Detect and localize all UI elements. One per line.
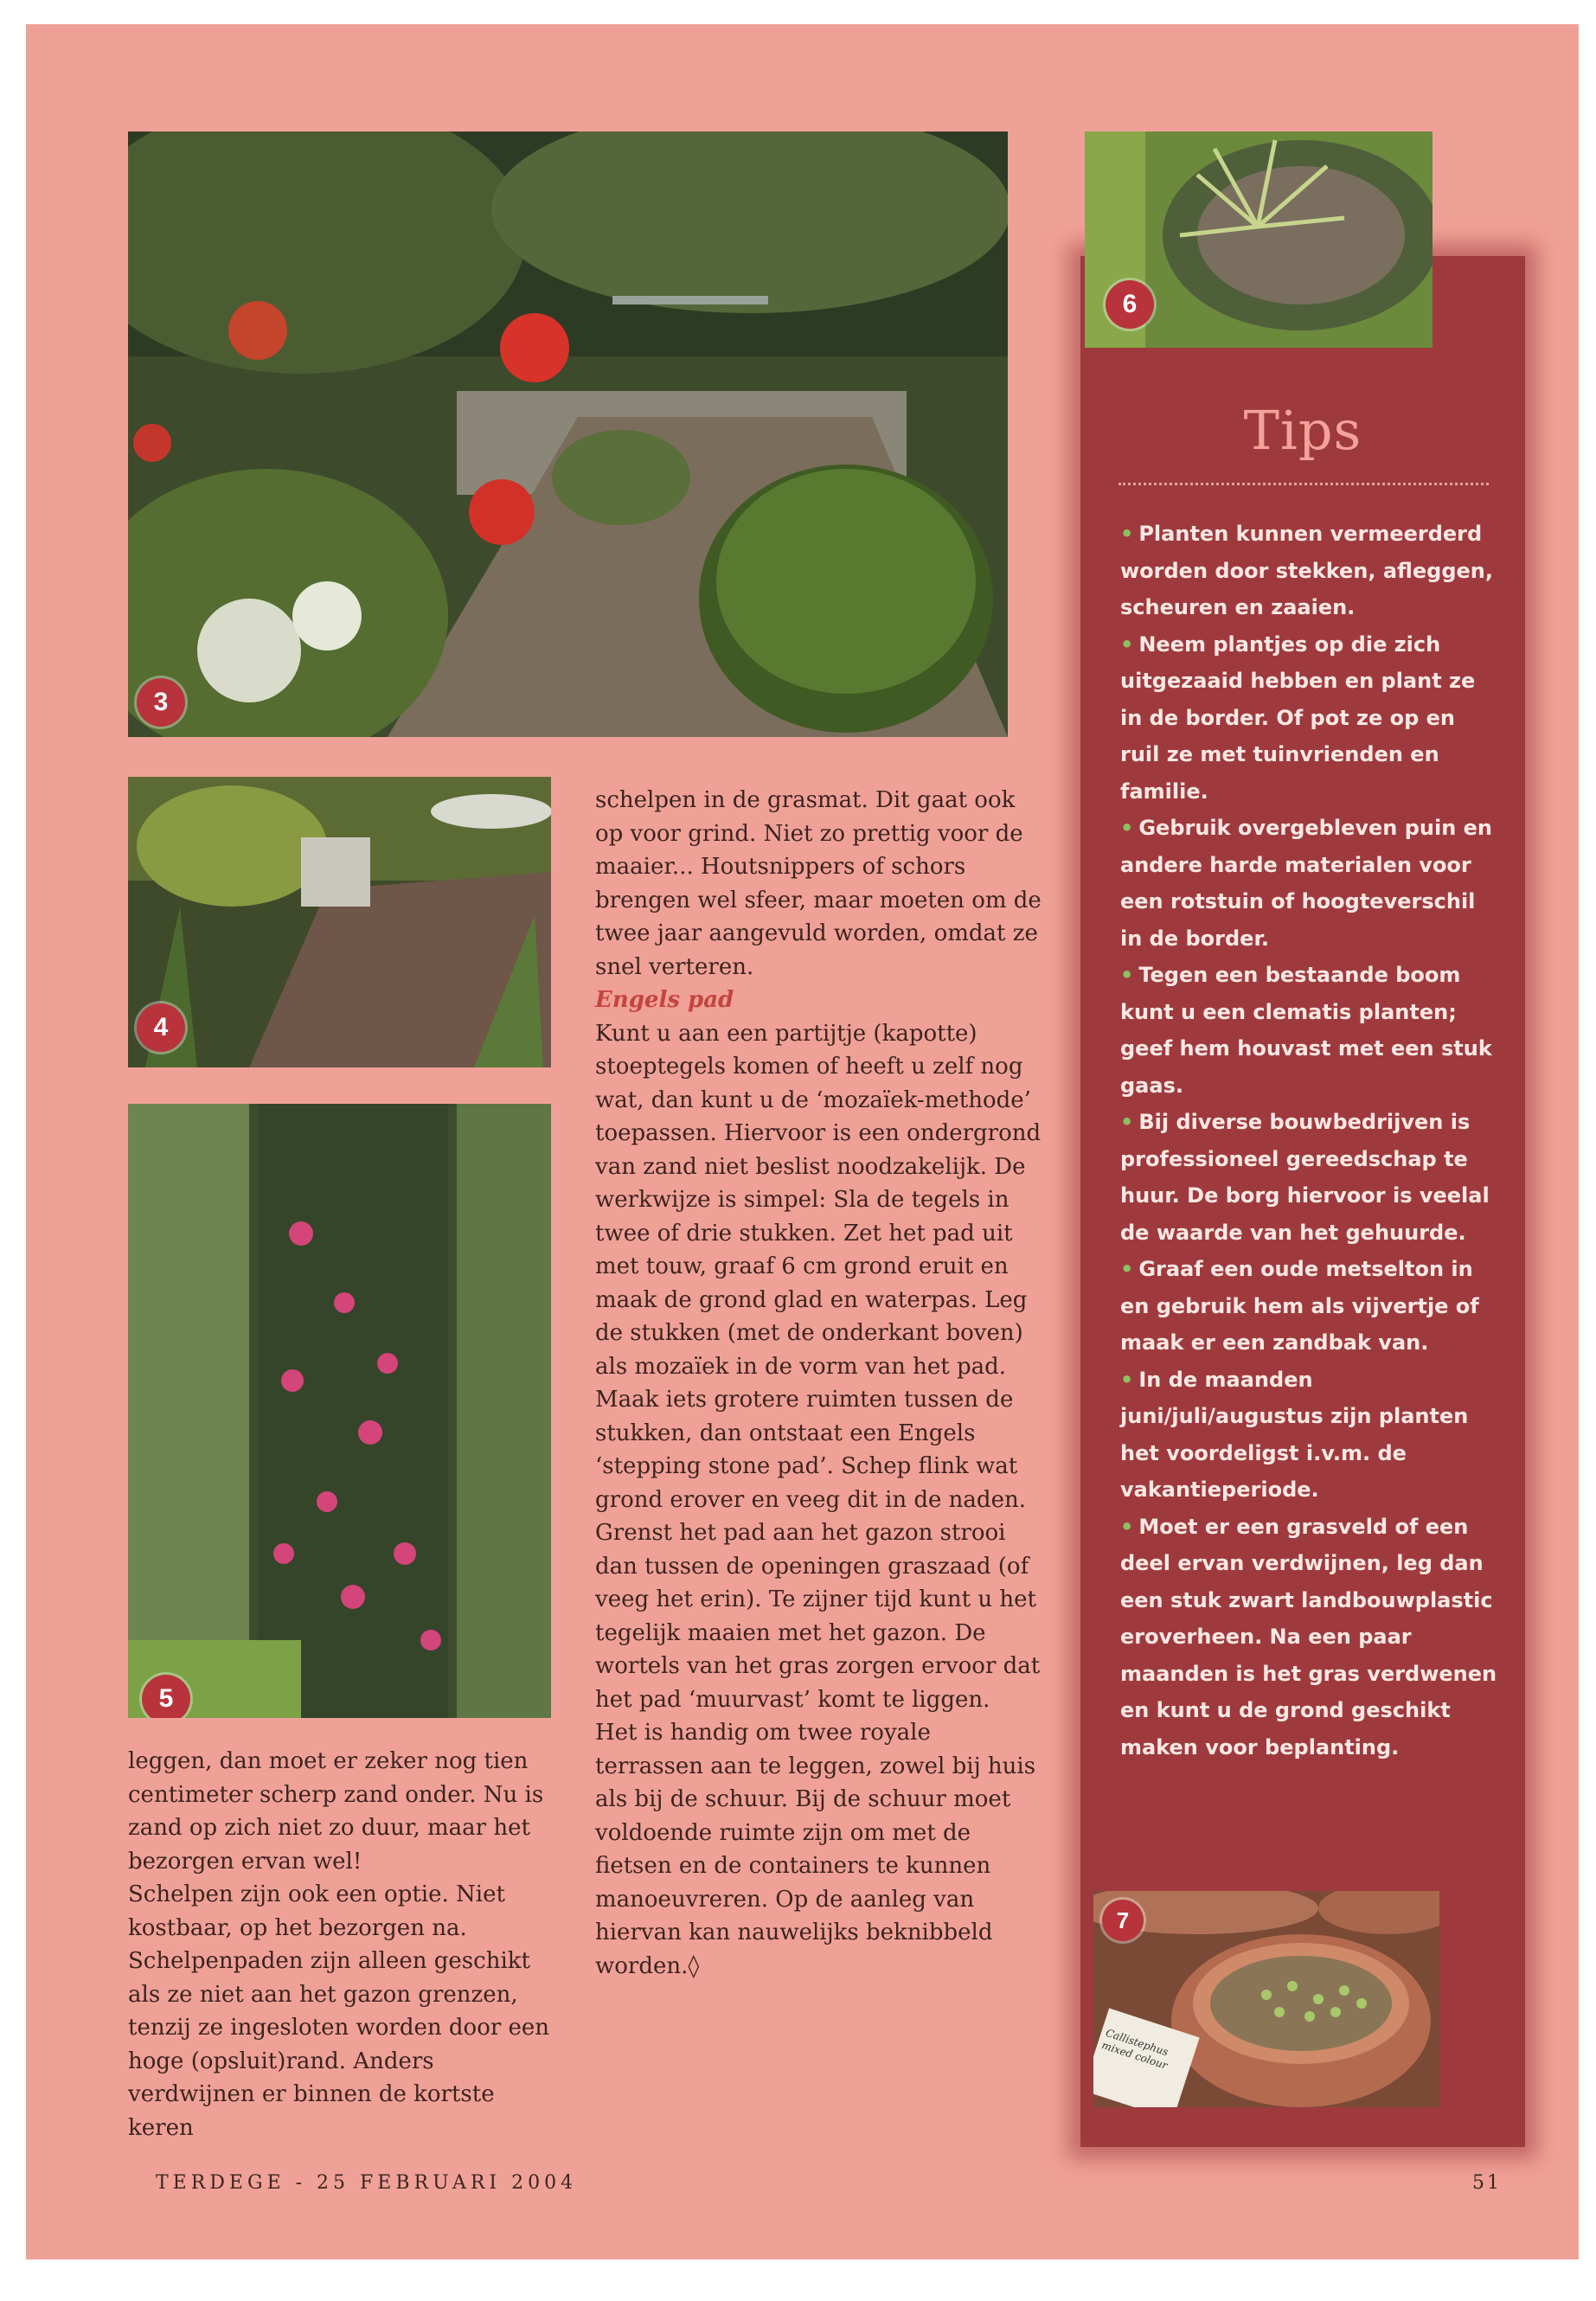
- photo-seedlings-pot: [1093, 1891, 1439, 2107]
- section-subheading: Engels pad: [595, 987, 734, 1013]
- tip-item: • In de maanden juni/juli/augustus zijn planten het voordeligst i.v.m. de vakantieperiode.: [1120, 1367, 1469, 1502]
- footer-publication: TERDEGE - 25 FEBRUARI 2004: [156, 2172, 578, 2194]
- photo-number-badge: 5: [142, 1675, 190, 1718]
- photo-number-badge: 3: [137, 678, 185, 727]
- tips-title: Tips: [1243, 399, 1362, 462]
- tip-item: • Gebruik overgebleven puin en andere harde materialen voor een rotstuin of hoogteverschil in de border.: [1120, 816, 1493, 951]
- tip-item: • Planten kunnen vermeerderd worden door stekken, afleggen, scheuren en zaaien.: [1120, 522, 1493, 619]
- article-paragraph: schelpen in de grasmat. Dit gaat ook op voor grind. Niet zo prettig voor de maaier... Houtsnippers of schors brengen wel sfeer, maar moeten om de twee jaar aangevuld worden, omdat ze snel verteren.: [595, 787, 1042, 980]
- article-paragraph: Schelpen zijn ook een optie. Niet kostbaar, op het bezorgen na. Schelpenpaden zijn alleen geschikt als ze niet aan het gazon grenzen, tenzij ze ingesloten worden door een hoge (opsluit)rand. Anders verdwijnen er binnen de kortste keren: [128, 1881, 550, 2141]
- article-column-middle: [595, 784, 1045, 1983]
- page-number: 51: [1472, 2172, 1502, 2194]
- article-paragraph: leggen, dan moet er zeker nog tien centimeter scherp zand onder. Nu is zand op zich niet zo duur, maar het bezorgen ervan wel!: [128, 1748, 544, 1875]
- bullet-icon: •: [1120, 1367, 1134, 1392]
- tips-divider: [1118, 483, 1489, 485]
- tips-sidebar: [1080, 256, 1525, 2147]
- bullet-icon: •: [1120, 1514, 1134, 1539]
- photo-number-badge: 4: [137, 1003, 185, 1052]
- article-column-left: [128, 1745, 552, 2144]
- bullet-icon: •: [1120, 631, 1134, 657]
- tip-item: • Graaf een oude metselton in en gebruik hem als vijvertje of maak er een zandbak van.: [1120, 1257, 1479, 1355]
- bullet-icon: •: [1120, 1257, 1134, 1281]
- photo-number-badge: 7: [1102, 1900, 1144, 1941]
- bullet-icon: •: [1120, 522, 1134, 546]
- photo-number-badge: 6: [1106, 280, 1154, 329]
- photo-garden-poppies: [128, 131, 1008, 737]
- magazine-page: [26, 24, 1579, 2259]
- tips-list: [1120, 516, 1501, 1766]
- tip-item: • Neem plantjes op die zich uitgezaaid hebben en plant ze in de border. Of pot ze op en ruil ze met tuinvrienden en familie.: [1120, 631, 1476, 804]
- photo-yucca: [1085, 131, 1433, 348]
- article-paragraph: Kunt u aan een partijtje (kapotte) stoeptegels komen of heeft u zelf nog wat, dan kunt u de ‘mozaïek-methode’ toepassen. Hiervoor is een ondergrond van zand niet beslist noodzakelijk. De werkwijze is simpel: Sla de tegels in twee of drie stukken. Zet het pad uit met touw, graaf 6 cm grond eruit en maak de grond glad en waterpas. Leg de stukken (met de onderkant boven) als mozaïek in de vorm van het pad. Maak iets grotere ruimten tussen de stukken, dan ontstaat een Engels ‘stepping stone pad’. Schep flink wat grond erover en veeg dit in de naden. Grenst het pad aan het gazon strooi dan tussen de openingen graszaad (of veeg het erin). Te zijner tijd kunt u het tegelijk maaien met het gazon. De wortels van het gras zorgen ervoor dat het pad ‘muurvast’ komt te liggen.: [595, 1020, 1042, 1713]
- tip-item: • Tegen een bestaande boom kunt u een clematis planten; geef hem houvast met een stuk gaas.: [1120, 963, 1492, 1098]
- tip-item: • Bij diverse bouwbedrijven is professioneel gereedschap te huur. De borg hiervoor is veelal de waarde van het gehuurde.: [1120, 1110, 1490, 1245]
- article-paragraph: Het is handig om twee royale terrassen aan te leggen, zowel bij huis als bij de schuur. Bij de schuur moet voldoende ruimte zijn om met de fietsen en de containers te kunnen manoeuvreren. Op de aanleg van hiervan kan nauwelijks beknibbeld worden.◊: [595, 1720, 1036, 1979]
- plant-label: Callistephus mixed colour: [1099, 2026, 1170, 2072]
- photo-gravel-bench: [128, 777, 551, 1067]
- bullet-icon: •: [1120, 1110, 1134, 1134]
- photo-clematis-tree: [128, 1104, 551, 1718]
- bullet-icon: •: [1120, 816, 1134, 840]
- bullet-icon: •: [1120, 963, 1134, 987]
- tip-item: • Moet er een grasveld of een deel ervan verdwijnen, leg dan een stuk zwart landbouwplastic eroverheen. Na een paar maanden is het gras verdwenen en kunt u de grond geschikt maken voor beplanting.: [1120, 1514, 1497, 1759]
